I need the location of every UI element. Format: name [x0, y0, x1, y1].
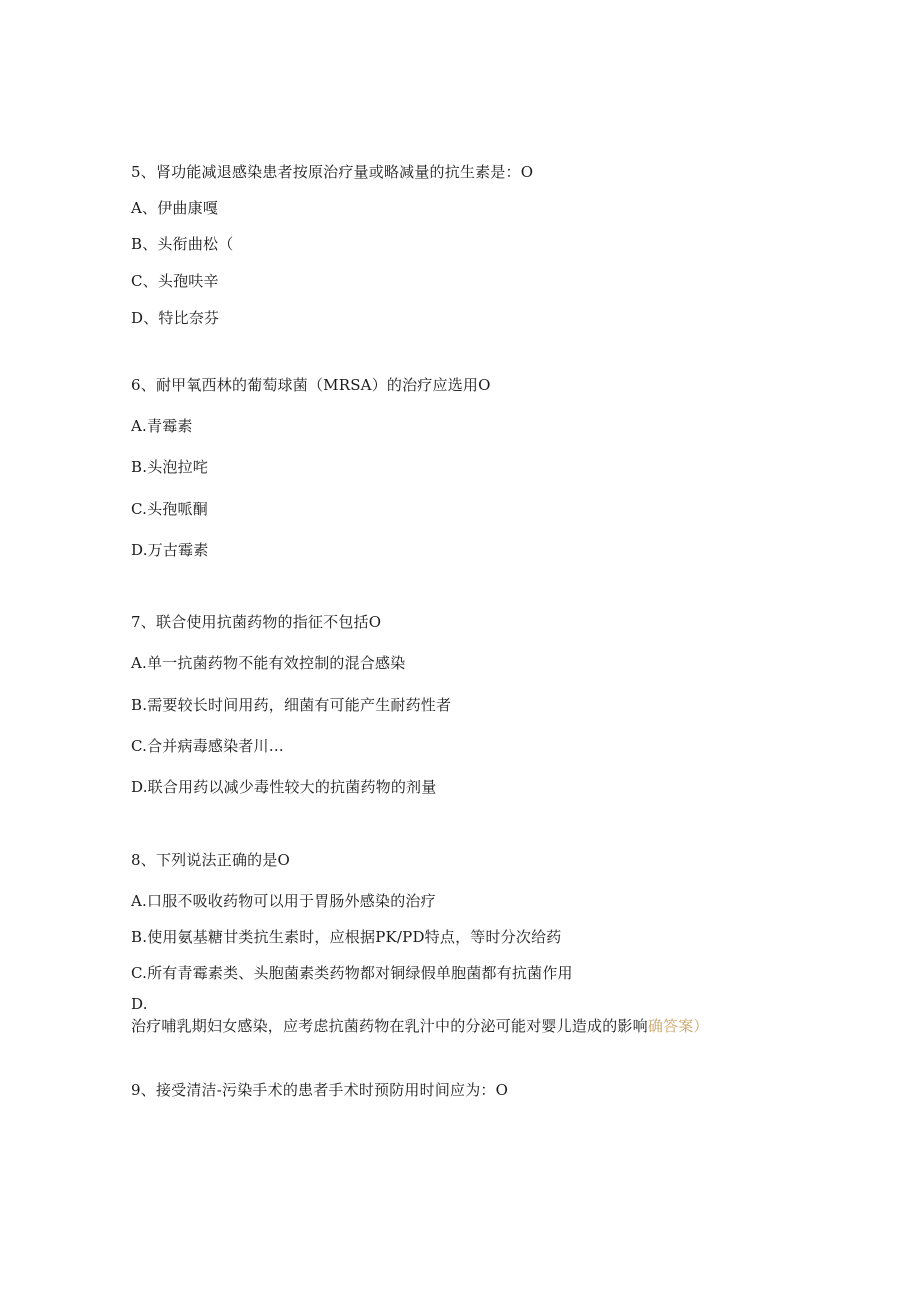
- question-5-option-b: B、头衔曲松（: [131, 235, 234, 253]
- question-7-option-b: B.需要较长时间用药，细菌有可能产生耐药性者: [131, 696, 452, 714]
- question-7-option-d: D.联合用药以减少毒性较大的抗菌药物的剂量: [131, 778, 437, 796]
- question-8-stem: 8、下列说法正确的是O: [131, 851, 291, 869]
- question-9-stem: 9、接受清洁-污染手术的患者手术时预防用时间应为：O: [131, 1081, 509, 1099]
- answer-note: 确答案）: [647, 1017, 709, 1035]
- question-5-option-a: A、伊曲康嘎: [131, 199, 219, 217]
- question-8-option-d-text: [131, 1016, 709, 1036]
- question-7-option-a: A.单一抗菌药物不能有效控制的混合感染: [131, 654, 406, 672]
- question-8-option-b: B.使用氨基糖甘类抗生素时，应根据PK/PD特点，等时分次给药: [131, 928, 562, 946]
- question-5-option-d: D、特比奈芬: [131, 309, 220, 327]
- question-8-option-c: C.所有青霉素类、头胞菌素类药物都对铜绿假单胞菌都有抗菌作用: [131, 964, 573, 982]
- question-6-option-a: A.青霉素: [131, 417, 193, 435]
- question-8-option-d: D.: [131, 995, 148, 1013]
- question-6-option-c: C.头孢哌酮: [131, 500, 208, 518]
- question-8-option-a: A.口服不吸收药物可以用于胃肠外感染的治疗: [131, 892, 436, 910]
- question-8-option-d-continuation: 治疗哺乳期妇女感染，应考虑抗菌药物在乳汁中的分泌可能对婴儿造成的影响: [131, 1017, 648, 1035]
- question-5-stem: 5、肾功能减退感染患者按原治疗量或略减量的抗生素是：O: [131, 163, 534, 181]
- question-6-option-d: D.万古霉素: [131, 541, 209, 559]
- question-7-stem: 7、联合使用抗菌药物的指征不包括O: [131, 613, 382, 631]
- question-7-option-c: C.合并病毒感染者川…: [131, 737, 284, 755]
- question-6-option-b: B.头泡拉咤: [131, 458, 208, 476]
- question-5-option-c: C、头孢呋辛: [131, 272, 219, 290]
- question-6-stem: 6、耐甲氧西林的葡萄球菌（MRSA）的治疗应选用O: [131, 376, 491, 394]
